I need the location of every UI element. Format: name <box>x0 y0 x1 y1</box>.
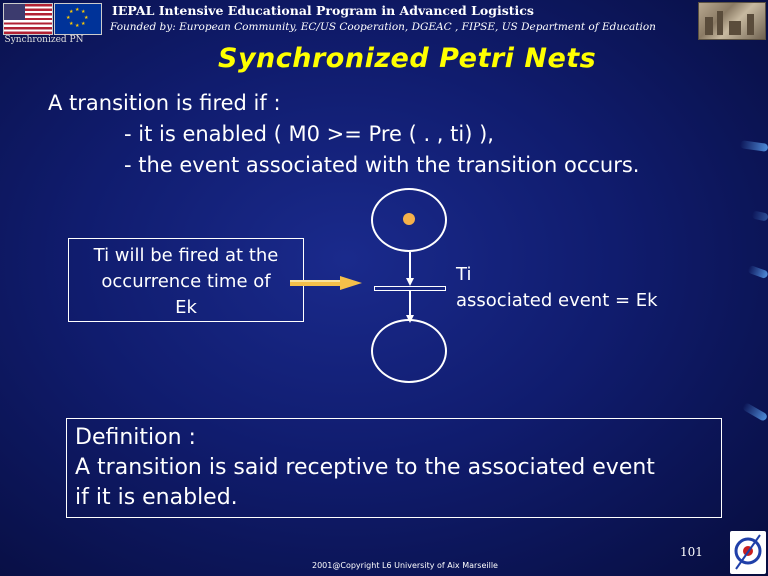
definition-line-1: A transition is said receptive to the associated event <box>75 455 655 480</box>
city-photo-icon <box>698 2 766 40</box>
firing-note-line-3: Ek <box>175 297 197 318</box>
definition-line-2: if it is enabled. <box>75 485 238 510</box>
output-place <box>371 319 447 383</box>
event-label: associated event = Ek <box>456 290 658 311</box>
us-flag-icon <box>3 3 53 35</box>
copyright-text: 2001@Copyright L6 University of Aix Marseille <box>312 561 498 570</box>
funding-subtitle: Founded by: European Community, EC/US Cooperation, DGEAC , FIPSE, US Department of Education <box>110 21 656 33</box>
rule-condition-event: - the event associated with the transition occurs. <box>124 153 640 177</box>
rule-condition-enabled: - it is enabled ( M0 >= Pre ( . , ti) ), <box>124 122 494 146</box>
page-number: 101 <box>680 545 703 559</box>
pointer-arrow-icon <box>290 275 372 291</box>
rule-intro: A transition is fired if : <box>48 91 281 115</box>
definition-box <box>66 418 722 518</box>
decor-streak <box>747 265 768 279</box>
program-title: IEPAL Intensive Educational Program in Advanced Logistics <box>112 3 534 18</box>
transition-label: Ti <box>456 264 472 285</box>
slide-title: Synchronized Petri Nets <box>218 43 597 74</box>
transition-label-block <box>456 262 658 314</box>
eu-flag-icon: ★ ★ ★ ★ ★ ★ ★ ★ <box>54 3 102 35</box>
decor-streak <box>742 402 768 422</box>
decor-streak <box>751 210 768 221</box>
output-arc <box>409 291 411 315</box>
firing-note-box <box>68 238 304 322</box>
input-arc <box>409 252 411 278</box>
input-arc-arrowhead <box>406 278 414 286</box>
decor-streak <box>740 140 768 152</box>
token-icon <box>403 213 415 225</box>
sidebar-label: Synchronized PN <box>4 35 84 45</box>
definition-heading: Definition : <box>75 425 196 450</box>
firing-note-line-1: Ti will be fired at the <box>93 245 279 266</box>
university-logo-icon <box>730 531 766 574</box>
firing-note-line-2: occurrence time of <box>101 271 271 292</box>
